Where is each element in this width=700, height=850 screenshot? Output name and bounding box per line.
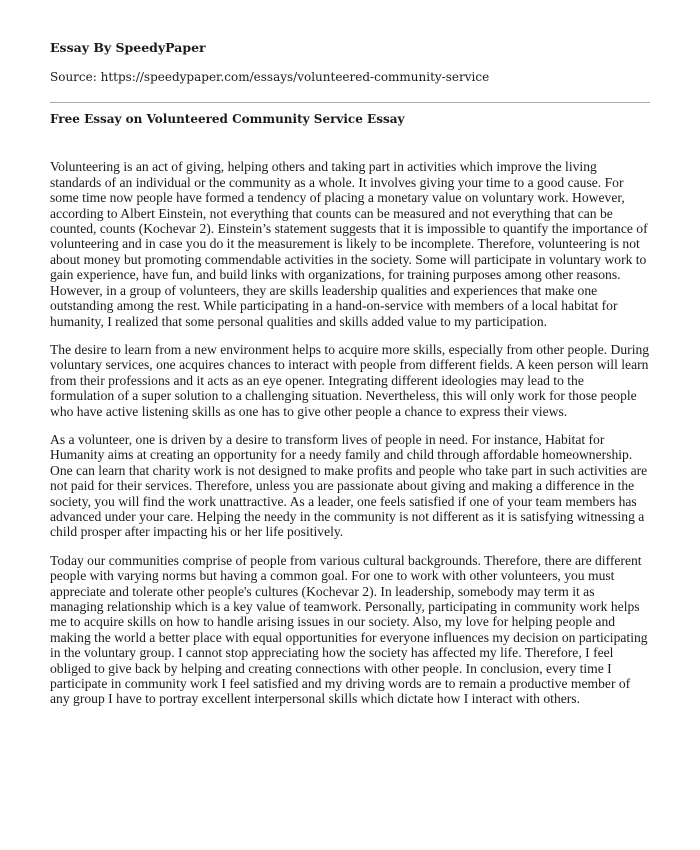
document-header-title: Essay By SpeedyPaper — [50, 40, 206, 55]
document-page — [50, 40, 650, 720]
essay-paragraph-4: Today our communities comprise of people from various cultural backgrounds. Therefore, there are different people with varying norms but having a common goal. For one to work with other volunteers, you must appreciate and tolerate other people's cultures (Kochevar 2). In leadership, somebody may term it as managing relationship which is a key value of teamwork. Personally, participating in community work helps me to acquire skills on how to handle arising issues in our society. Also, my love for helping people and making the world a better place with equal opportunities for everyone influences my decision on participating in the voluntary group. I cannot stop appreciating how the society has affected my life. Therefore, I feel obliged to give back by helping and creating connections with other people. In conclusion, every time I participate in community work I feel satisfied and my driving words are to remain a productive member of any group I have to portray excellent interpersonal skills which dictate how I interact with others. — [50, 552, 648, 707]
essay-body — [50, 159, 650, 706]
header-divider — [50, 102, 650, 103]
essay-title: Free Essay on Volunteered Community Service Essay — [50, 111, 405, 126]
essay-paragraph-1: Volunteering is an act of giving, helping others and taking part in activities which improve the living standards of an individual or the community as a whole. It involves giving your time to a good cause. For some time now people have formed a tendency of placing a monetary value on voluntary work. However, according to Albert Einstein, not everything that counts can be measured and not everything that can be counted, counts (Kochevar 2). Einstein’s statement suggests that it is impossible to quantify the importance of volunteering and in case you do it the measurement is likely to be incomplete. Therefore, volunteering is not about money but promoting commendable activities in the society. Some will participate in voluntary work to gain experience, have fun, and build links with organizations, for training purposes among other reasons. However, in a group of volunteers, they are skills leadership qualities and experiences that make one outstanding among the rest. While participating in a hand-on-service with members of a local habitat for humanity, I realized that some personal qualities and skills added value to my participation. — [50, 159, 648, 329]
source-line: Source: https://speedypaper.com/essays/volunteered-community-service — [50, 70, 490, 85]
essay-paragraph-3: As a volunteer, one is driven by a desire to transform lives of people in need. For instance, Habitat for Humanity aims at creating an opportunity for a needy family and child through affordable homeownership. One can learn that charity work is not designed to make profits and people who take part in such activities are not paid for their services. Therefore, unless you are passionate about giving and making a difference in the society, you will find the work unattractive. As a leader, one feels satisfied if one of your team members has advanced under your care. Helping the needy in the community is not different as it is satisfying witnessing a child prosper after impacting his or her life positively. — [50, 431, 648, 540]
essay-paragraph-2: The desire to learn from a new environment helps to acquire more skills, especially from other people. During voluntary services, one acquires chances to interact with people from different fields. A keen person will learn from their professions and it acts as an eye opener. Integrating different ideologies may lead to the formulation of a super solution to a challenging situation. Nevertheless, this will only work for those people who have active listening skills as one has to give other people a chance to express their views. — [50, 341, 650, 419]
